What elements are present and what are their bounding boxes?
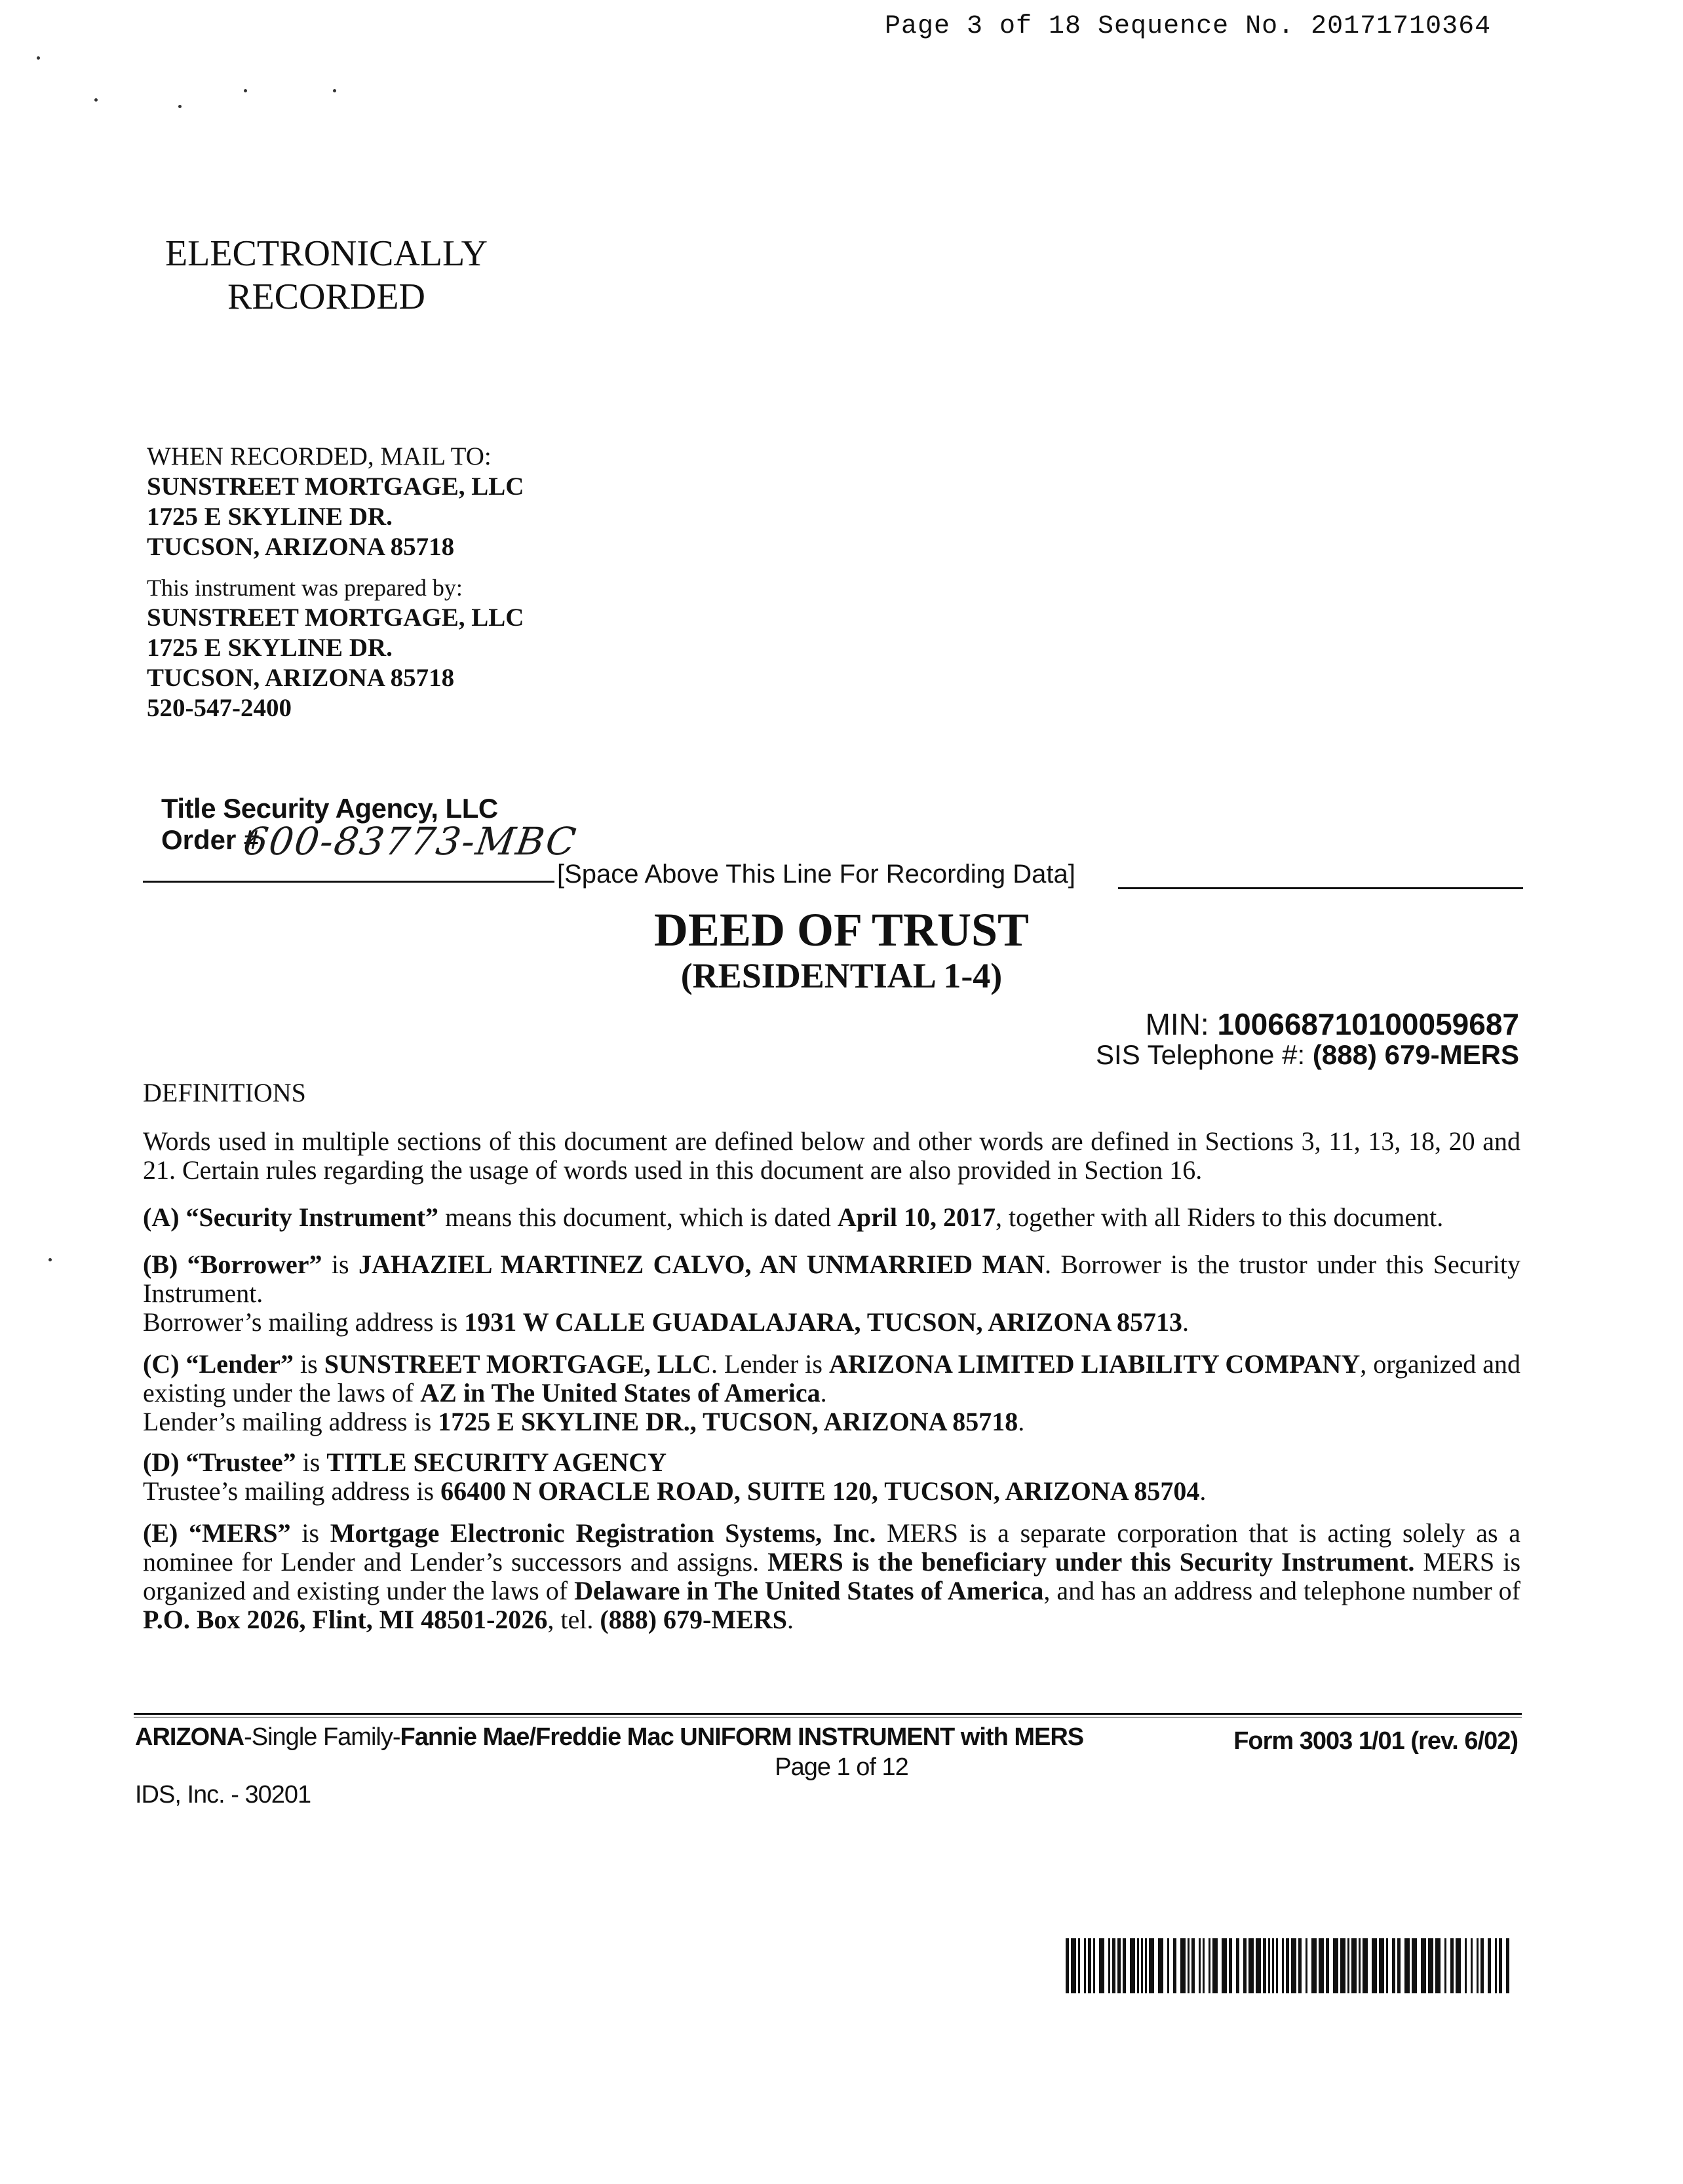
scan-speck	[94, 98, 98, 102]
barcode-bar	[1333, 1938, 1338, 1993]
title-agency-name: Title Security Agency, LLC	[161, 793, 498, 824]
barcode-bar	[1209, 1938, 1210, 1993]
definition-line	[143, 1448, 1520, 1477]
definition-c	[143, 1350, 1520, 1436]
barcode-bar	[1108, 1938, 1110, 1993]
min-line	[1146, 1006, 1519, 1042]
barcode-bar	[1180, 1938, 1186, 1993]
barcode-bar	[1191, 1938, 1195, 1993]
barcode-bar	[1203, 1938, 1205, 1993]
min-value: 100668710100059687	[1217, 1007, 1519, 1041]
lender-name: SUNSTREET MORTGAGE, LLC	[324, 1349, 711, 1379]
barcode-bar	[1363, 1938, 1368, 1993]
definition-text: MERS is organized and existing under the laws of	[143, 1547, 1521, 1605]
barcode-bar	[1093, 1938, 1095, 1993]
definition-a	[143, 1203, 1520, 1232]
barcode-bar	[1379, 1938, 1384, 1993]
document-date: April 10, 2017	[837, 1202, 996, 1232]
footer-form-description	[135, 1723, 1083, 1752]
barcode-bar	[1404, 1938, 1410, 1993]
definition-text: .	[786, 1605, 794, 1634]
definition-d	[143, 1448, 1520, 1506]
mers-telephone: (888) 679-MERS	[600, 1605, 787, 1634]
mail-to-city: TUCSON, ARIZONA 85718	[147, 533, 455, 561]
barcode-bar	[1282, 1938, 1284, 1993]
definition-line	[143, 1350, 1520, 1408]
barcode-bar	[1347, 1938, 1349, 1993]
barcode-bar	[1319, 1938, 1324, 1993]
barcode-bar	[1450, 1938, 1454, 1993]
mers-address: P.O. Box 2026, Flint, MI 48501-2026	[143, 1605, 548, 1634]
barcode-bar	[1137, 1938, 1139, 1993]
barcode-bar	[1506, 1938, 1509, 1993]
definition-text: , and has an address and telephone number of	[1043, 1576, 1520, 1605]
mers-laws: Delaware in The United States of America	[574, 1576, 1044, 1605]
trustee-address: 66400 N ORACLE ROAD, SUITE 120, TUCSON, ARIZONA 85704	[440, 1476, 1200, 1506]
barcode-bar	[1495, 1938, 1497, 1993]
barcode-bar	[1306, 1938, 1307, 1993]
mail-to-street: 1725 E SKYLINE DR.	[147, 503, 393, 531]
prepared-by-label: This instrument was prepared by:	[147, 575, 463, 601]
definition-text: Trustee’s mailing address is	[143, 1476, 441, 1506]
barcode-bar	[1272, 1938, 1274, 1993]
barcode-bar	[1386, 1938, 1388, 1993]
barcode-bar	[1130, 1938, 1135, 1993]
borrower-address: 1931 W CALLE GUADALAJARA, TUCSON, ARIZONA 85713	[464, 1307, 1183, 1337]
barcode-bar	[1298, 1938, 1302, 1993]
barcode-bar	[1088, 1938, 1091, 1993]
scan-speck	[48, 1258, 52, 1261]
barcode-bar	[1149, 1938, 1154, 1993]
footer-vendor: IDS, Inc. - 30201	[135, 1781, 311, 1809]
barcode-bar	[1392, 1938, 1395, 1993]
barcode-bar	[1256, 1938, 1261, 1993]
mers-beneficiary: MERS is the beneficiary under this Security Instrument.	[767, 1547, 1415, 1577]
stamp-line: RECORDED	[227, 277, 425, 317]
scan-speck	[37, 56, 40, 60]
definition-text: .	[820, 1378, 827, 1408]
footer-page-number: Page 1 of 12	[775, 1753, 908, 1781]
definition-text: , organized and existing under the laws of	[143, 1349, 1520, 1408]
document-title: DEED OF TRUST	[653, 904, 1030, 956]
definition-text: is	[294, 1349, 324, 1379]
definition-text: .	[1182, 1307, 1190, 1337]
definition-term: (B) “Borrower”	[143, 1250, 322, 1279]
definitions-intro: Words used in multiple sections of this document are defined below and other words are defined in Sections 3, 11, 13, 18, 20 and 21. Certain rules regarding the usage of words used in this document are also provided in Section 16.	[143, 1126, 1520, 1185]
definition-text: , tel.	[547, 1605, 600, 1634]
scan-speck	[244, 89, 247, 92]
recording-data-note: [Space Above This Line For Recording Data]	[557, 860, 1075, 889]
barcode-bar	[1311, 1938, 1317, 1993]
definition-b	[143, 1250, 1520, 1337]
barcode-bar	[1428, 1938, 1433, 1993]
sis-value: (888) 679-MERS	[1312, 1039, 1519, 1070]
min-label: MIN:	[1145, 1007, 1209, 1041]
barcode-graphic	[1066, 1938, 1513, 1993]
barcode-bar	[1412, 1938, 1417, 1993]
barcode-bar	[1084, 1938, 1086, 1993]
footer-instrument: Fannie Mae/Freddie Mac UNIFORM INSTRUMENT with MERS	[400, 1723, 1084, 1751]
definition-text: , together with all Riders to this document.	[995, 1202, 1444, 1232]
barcode-bar	[1435, 1938, 1441, 1993]
definition-text: . Lender is	[711, 1349, 830, 1379]
footer-type: -Single Family-	[244, 1723, 400, 1751]
definition-line	[143, 1308, 1520, 1337]
barcode-bar	[1099, 1938, 1104, 1993]
definition-text: . Borrower is the trustor under this Security Instrument.	[143, 1250, 1520, 1308]
barcode-bar	[1326, 1938, 1329, 1993]
recording-stamp	[163, 232, 490, 318]
barcode-bar	[1071, 1938, 1076, 1993]
definition-text: .	[1199, 1476, 1207, 1506]
order-label: Order #	[161, 824, 260, 855]
definition-e	[143, 1519, 1520, 1634]
scan-speck	[333, 89, 336, 92]
footer-rule	[134, 1713, 1522, 1715]
sis-label: SIS Telephone #:	[1096, 1039, 1306, 1070]
barcode-bar	[1488, 1938, 1491, 1993]
definition-line	[143, 1250, 1520, 1308]
prepared-by-phone: 520-547-2400	[147, 694, 292, 722]
barcode-bar	[1199, 1938, 1201, 1993]
definition-text: .	[1018, 1407, 1025, 1436]
barcode-bar	[1141, 1938, 1143, 1993]
definition-text: MERS is a separate corporation that is acting solely as a nominee for Lender and Lender’s successors and assigns.	[143, 1518, 1521, 1577]
barcode-bar	[1123, 1938, 1126, 1993]
barcode-bar	[1340, 1938, 1345, 1993]
barcode-bar	[1078, 1938, 1080, 1993]
sis-telephone-line	[1096, 1039, 1519, 1071]
barcode-bar	[1243, 1938, 1247, 1993]
barcode-bar	[1229, 1938, 1232, 1993]
recording-rule-right	[1118, 887, 1523, 889]
definition-text: means this document, which is dated	[438, 1202, 838, 1232]
mail-to-label: WHEN RECORDED, MAIL TO:	[147, 442, 492, 470]
footer-state: ARIZONA	[135, 1723, 244, 1751]
handwritten-order-number: 600-83773-MBC	[241, 819, 580, 864]
barcode-bar	[1359, 1938, 1361, 1993]
barcode-bar	[1471, 1938, 1473, 1993]
definition-line	[143, 1477, 1520, 1506]
definition-term: (E) “MERS”	[143, 1518, 291, 1548]
barcode-bar	[1145, 1938, 1147, 1993]
definition-text: is	[290, 1518, 330, 1548]
definition-text: is	[296, 1447, 327, 1477]
barcode-bar	[1465, 1938, 1467, 1993]
barcode-bar	[1167, 1938, 1169, 1993]
recording-rule-left	[143, 881, 554, 883]
lender-entity: ARIZONA LIMITED LIABILITY COMPANY	[829, 1349, 1361, 1379]
barcode-bar	[1480, 1938, 1484, 1993]
prepared-by-city: TUCSON, ARIZONA 85718	[147, 664, 455, 692]
lender-laws: AZ in The United States of America	[420, 1378, 821, 1408]
barcode-bar	[1421, 1938, 1426, 1993]
barcode-bar	[1351, 1938, 1357, 1993]
definition-term: (A) “Security Instrument”	[143, 1202, 439, 1232]
barcode-bar	[1477, 1938, 1479, 1993]
barcode-bar	[1372, 1938, 1377, 1993]
mail-to-name: SUNSTREET MORTGAGE, LLC	[147, 472, 524, 501]
scan-speck	[178, 105, 182, 108]
mail-to-block	[147, 442, 524, 562]
mers-name: Mortgage Electronic Registration Systems, Inc.	[330, 1518, 876, 1548]
barcode-bar	[1397, 1938, 1401, 1993]
barcode-bar	[1291, 1938, 1296, 1993]
stamp-line: ELECTRONICALLY	[164, 233, 488, 274]
barcode-bar	[1112, 1938, 1115, 1993]
barcode-bar	[1248, 1938, 1254, 1993]
page-sequence-header: Page 3 of 18 Sequence No. 20171710364	[885, 12, 1492, 41]
prepared-by-name: SUNSTREET MORTGAGE, LLC	[147, 603, 524, 632]
barcode-bar	[1263, 1938, 1266, 1993]
definition-text: is	[322, 1250, 358, 1279]
definition-text: Lender’s mailing address is	[143, 1407, 438, 1436]
barcode-bar	[1456, 1938, 1461, 1993]
barcode-bar	[1066, 1938, 1069, 1993]
definitions-heading: DEFINITIONS	[143, 1078, 306, 1107]
definition-term: (C) “Lender”	[143, 1349, 294, 1379]
barcode-bar	[1444, 1938, 1446, 1993]
document-subtitle: (RESIDENTIAL 1-4)	[680, 956, 1003, 995]
barcode-bar	[1236, 1938, 1239, 1993]
lender-address: 1725 E SKYLINE DR., TUCSON, ARIZONA 85718	[438, 1407, 1018, 1436]
definition-text: Borrower’s mailing address is	[143, 1307, 465, 1337]
footer-form-number: Form 3003 1/01 (rev. 6/02)	[1233, 1727, 1518, 1755]
barcode-bar	[1499, 1938, 1502, 1993]
barcode-bar	[1268, 1938, 1270, 1993]
barcode-bar	[1276, 1938, 1278, 1993]
definition-term: (D) “Trustee”	[143, 1447, 296, 1477]
prepared-by-block	[147, 573, 524, 723]
barcode-bar	[1158, 1938, 1163, 1993]
barcode-bar	[1286, 1938, 1289, 1993]
definition-line	[143, 1408, 1520, 1436]
barcode-bar	[1212, 1938, 1218, 1993]
barcode-bar	[1117, 1938, 1121, 1993]
barcode-bar	[1173, 1938, 1176, 1993]
borrower-name: JAHAZIEL MARTINEZ CALVO, AN UNMARRIED MAN	[358, 1250, 1045, 1279]
barcode-bar	[1188, 1938, 1190, 1993]
trustee-name: TITLE SECURITY AGENCY	[326, 1447, 667, 1477]
prepared-by-street: 1725 E SKYLINE DR.	[147, 634, 393, 662]
barcode-bar	[1222, 1938, 1227, 1993]
